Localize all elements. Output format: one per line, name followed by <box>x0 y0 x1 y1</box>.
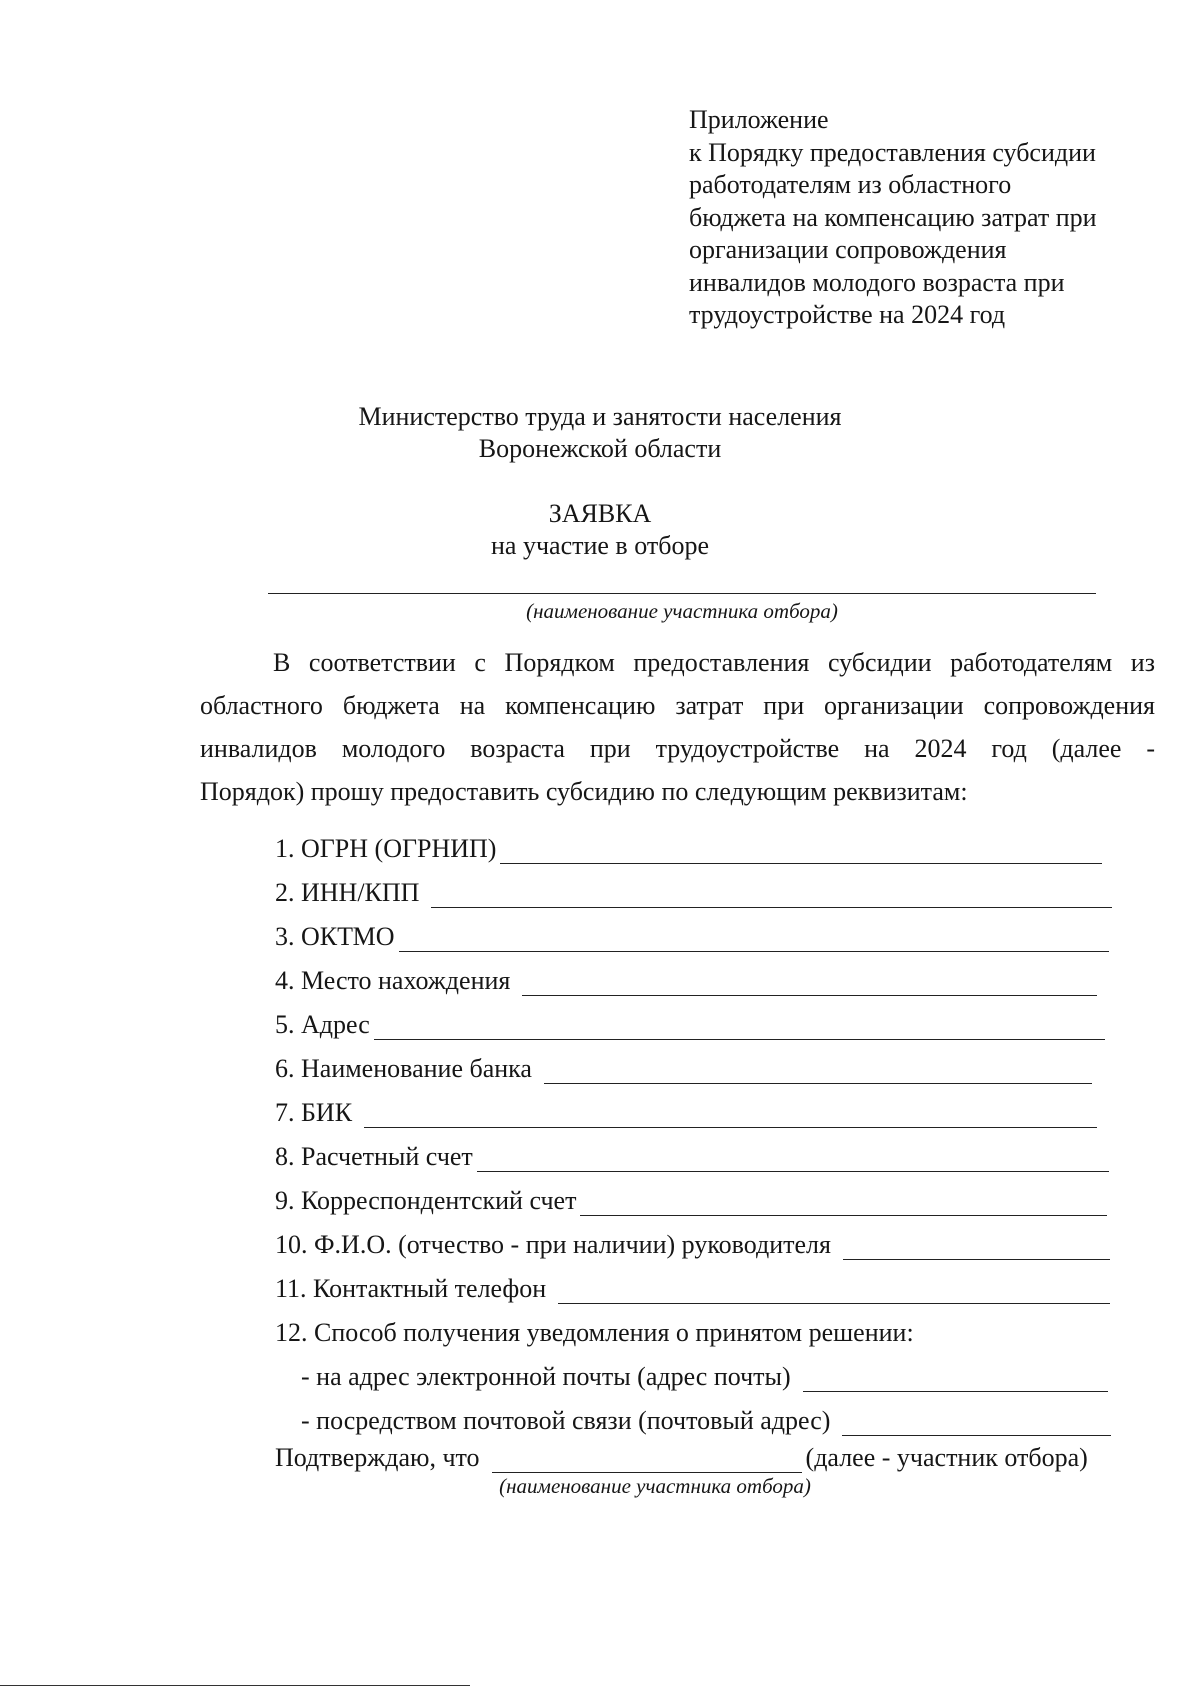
field-bank-name[interactable] <box>275 1050 1092 1084</box>
field-blank[interactable] <box>399 925 1109 952</box>
field-blank[interactable] <box>842 1409 1111 1436</box>
field-label: 6. Наименование банка <box>275 1054 532 1083</box>
appendix-line: работодателям из областного <box>689 170 1012 199</box>
intro-line: Порядок) прошу предоставить субсидию по следующим реквизитам: <box>200 777 968 806</box>
field-address[interactable] <box>275 1006 1105 1040</box>
field-correspondent-account[interactable] <box>275 1182 1107 1216</box>
field-location[interactable] <box>275 962 1097 996</box>
field-blank[interactable] <box>374 1013 1105 1040</box>
confirm-caption: (наименование участника отбора) <box>499 1474 811 1498</box>
appendix-line: организации сопровождения <box>689 235 1007 264</box>
field-label: 1. ОГРН (ОГРНИП) <box>275 834 497 863</box>
confirmation-line <box>275 1439 1125 1473</box>
field-blank[interactable] <box>544 1057 1092 1084</box>
field-label: 5. Адрес <box>275 1010 370 1039</box>
field-blank[interactable] <box>580 1189 1107 1216</box>
field-blank[interactable] <box>364 1101 1097 1128</box>
field-oktmo[interactable] <box>275 918 1109 952</box>
field-inn-kpp[interactable] <box>275 874 1112 908</box>
confirm-participant-blank[interactable] <box>492 1446 802 1473</box>
intro-line: областного бюджета на компенсацию затрат при организации сопровождения <box>200 691 1155 720</box>
field-blank[interactable] <box>843 1233 1110 1260</box>
confirm-prefix: Подтверждаю, что <box>275 1443 480 1472</box>
document-title: ЗАЯВКА <box>548 499 652 528</box>
field-label: 12. Способ получения уведомления о принятом решении: <box>275 1318 914 1347</box>
appendix-line: трудоустройстве на 2024 год <box>689 300 1006 329</box>
appendix-line: к Порядку предоставления субсидии <box>689 137 1096 167</box>
intro-paragraph <box>200 641 1155 813</box>
field-label: 2. ИНН/КПП <box>275 878 420 907</box>
field-email[interactable] <box>301 1358 1108 1392</box>
field-label: 7. БИК <box>275 1098 353 1127</box>
document-subtitle: на участие в отборе <box>491 531 709 560</box>
field-notification-method <box>275 1314 1110 1348</box>
field-blank[interactable] <box>522 969 1097 996</box>
confirm-suffix: (далее - участник отбора) <box>805 1443 1088 1472</box>
ministry-line-2: Воронежской области <box>478 434 722 463</box>
intro-line: инвалидов молодого возраста при трудоустройстве на 2024 год (далее - <box>200 734 1155 763</box>
ministry-line-1: Министерство труда и занятости населения <box>358 402 842 431</box>
field-label: 3. ОКТМО <box>275 922 395 951</box>
participant-name-line[interactable] <box>268 593 1096 594</box>
appendix-header <box>689 104 1169 332</box>
field-label: 9. Корреспондентский счет <box>275 1186 577 1215</box>
field-label: 4. Место нахождения <box>275 966 511 995</box>
field-blank[interactable] <box>500 837 1102 864</box>
field-label: - посредством почтовой связи (почтовый адрес) <box>301 1406 831 1435</box>
participant-name-caption: (наименование участника отбора) <box>526 599 838 623</box>
field-blank[interactable] <box>558 1277 1110 1304</box>
appendix-line: инвалидов молодого возраста при <box>689 267 1065 297</box>
field-label: - на адрес электронной почты (адрес почты) <box>301 1362 791 1391</box>
intro-line: В соответствии с Порядком предоставления субсидии работодателям из <box>273 648 1155 677</box>
field-postal-address[interactable] <box>301 1402 1111 1436</box>
field-manager-name[interactable] <box>275 1226 1110 1260</box>
field-settlement-account[interactable] <box>275 1138 1109 1172</box>
field-label: 8. Расчетный счет <box>275 1142 473 1171</box>
field-contact-phone[interactable] <box>275 1270 1110 1304</box>
field-bik[interactable] <box>275 1094 1097 1128</box>
footnote-separator <box>0 1685 470 1686</box>
field-blank[interactable] <box>477 1145 1109 1172</box>
field-blank[interactable] <box>431 881 1112 908</box>
field-label: 10. Ф.И.О. (отчество - при наличии) руководителя <box>275 1230 831 1259</box>
appendix-line: бюджета на компенсацию затрат при <box>689 202 1097 232</box>
field-ogrn[interactable] <box>275 830 1102 864</box>
field-blank[interactable] <box>803 1365 1108 1392</box>
appendix-line: Приложение <box>689 105 829 134</box>
field-label: 11. Контактный телефон <box>275 1274 547 1303</box>
